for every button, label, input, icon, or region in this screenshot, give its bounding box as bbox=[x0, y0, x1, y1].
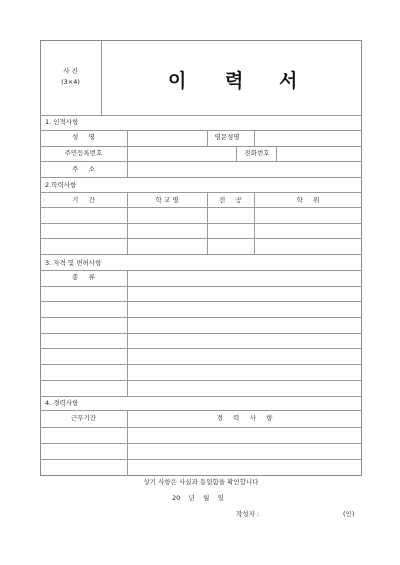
education-line-4 bbox=[40, 238, 362, 239]
education-header-school: 학 교 명 bbox=[155, 196, 179, 204]
confirmation-statement: 상기 사항은 사실과 동일함을 확인합니다 bbox=[143, 478, 259, 486]
id-number-label: 주민등록번호 bbox=[64, 149, 103, 157]
career-line-3 bbox=[40, 443, 362, 444]
license-line-6 bbox=[40, 348, 362, 349]
personal-row-line-3 bbox=[40, 161, 362, 162]
section-personal-title: 1. 인적사항 bbox=[45, 118, 79, 126]
license-line-3 bbox=[40, 301, 362, 302]
education-header-degree: 학 위 bbox=[296, 196, 320, 204]
career-line-4 bbox=[40, 459, 362, 460]
personal-col-phone-left bbox=[236, 146, 237, 161]
photo-label: 사 진 bbox=[63, 67, 78, 75]
photo-size-label: (3×4) bbox=[61, 78, 80, 86]
license-line-2 bbox=[40, 286, 362, 287]
career-header-period: 근무기간 bbox=[70, 414, 97, 422]
personal-row-line-4 bbox=[40, 177, 362, 178]
personal-col-phone-right bbox=[276, 146, 277, 161]
personal-row-line-1 bbox=[40, 130, 362, 131]
address-label: 주 소 bbox=[72, 165, 95, 173]
photo-divider bbox=[101, 40, 102, 115]
license-line-9 bbox=[40, 396, 362, 397]
eng-name-label: 영문성명 bbox=[214, 133, 240, 141]
phone-label: 전화번호 bbox=[244, 149, 270, 157]
personal-row-line-2 bbox=[40, 146, 362, 147]
education-line-5 bbox=[40, 254, 362, 255]
license-line-4 bbox=[40, 317, 362, 318]
personal-col-eng-left bbox=[207, 130, 208, 146]
license-line-1 bbox=[40, 270, 362, 271]
education-line-1 bbox=[40, 192, 362, 193]
section-career-title: 4. 경력사항 bbox=[45, 399, 79, 407]
license-line-5 bbox=[40, 333, 362, 334]
personal-col-1 bbox=[127, 130, 128, 177]
title-char-2: 력 bbox=[225, 70, 244, 92]
education-line-3 bbox=[40, 223, 362, 224]
seal-mark: (인) bbox=[343, 510, 355, 518]
license-header-type: 종 류 bbox=[72, 273, 95, 281]
section-education-title: 2.학력사항 bbox=[45, 181, 77, 189]
personal-col-eng-right bbox=[254, 130, 255, 146]
education-line-2 bbox=[40, 207, 362, 208]
name-label: 성 명 bbox=[72, 133, 95, 141]
title-char-1: 이 bbox=[168, 70, 187, 92]
title-char-3: 서 bbox=[279, 70, 298, 92]
license-line-7 bbox=[40, 364, 362, 365]
career-header-history: 경 력 사 항 bbox=[216, 414, 273, 422]
writer-label: 작성자 : bbox=[236, 510, 260, 518]
date-line: 20 년 월 일 bbox=[172, 494, 224, 502]
section-license-title: 3. 자격 및 면허사항 bbox=[45, 259, 102, 267]
license-line-8 bbox=[40, 380, 362, 381]
education-header-major: 전 공 bbox=[219, 196, 242, 204]
education-header-period: 기 간 bbox=[72, 196, 95, 204]
career-line-2 bbox=[40, 427, 362, 428]
header-bottom-line bbox=[40, 115, 362, 116]
career-line-1 bbox=[40, 410, 362, 411]
